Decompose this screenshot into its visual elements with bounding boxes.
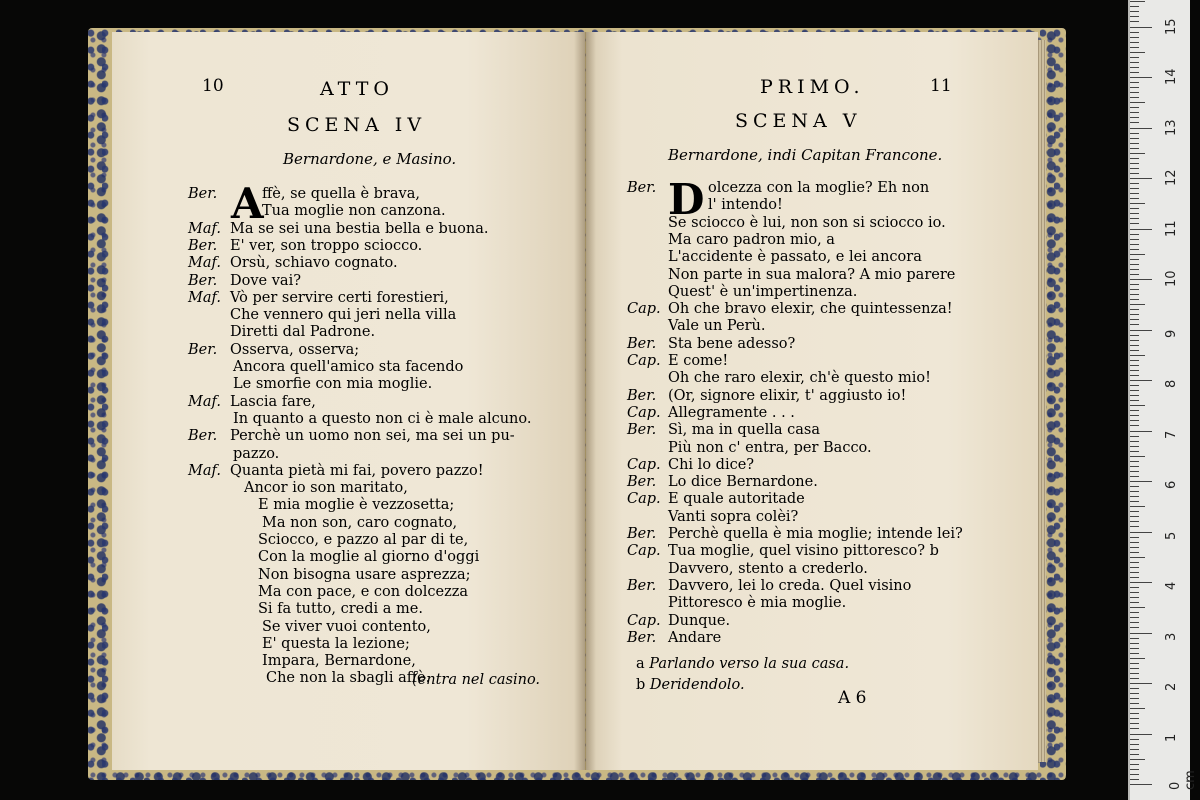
right-dialogue-speaker: Cap. (627, 353, 661, 369)
ruler-tick (1130, 218, 1139, 219)
ruler-tick (1130, 259, 1139, 260)
ruler-tick (1130, 122, 1139, 123)
left-dropcap: A (231, 179, 264, 228)
ruler-tick (1130, 739, 1139, 740)
left-dialogue-line: pazzo. (233, 445, 280, 462)
ruler-tick (1130, 42, 1139, 43)
ruler-tick (1130, 82, 1139, 83)
right-dialogue-line: Vanti sopra colèi? (668, 508, 799, 525)
ruler-tick (1130, 415, 1139, 416)
ruler-tick (1130, 47, 1139, 48)
ruler-tick (1130, 567, 1139, 568)
left-dialogue-line: Tua moglie non canzona. (262, 203, 446, 220)
ruler-tick (1130, 471, 1139, 472)
ruler-tick (1130, 693, 1139, 694)
ruler-tick (1130, 117, 1139, 118)
left-dialogue-speaker: Maf. (188, 220, 221, 237)
ruler-tick (1130, 779, 1139, 780)
ruler-tick (1130, 456, 1145, 457)
right-dialogue-line: E quale autoritade (668, 491, 805, 508)
right-dialogue-line: Ma caro padron mio, a (668, 231, 835, 248)
ruler-tick (1130, 249, 1139, 250)
ruler-tick (1130, 319, 1139, 320)
ruler-tick (1130, 208, 1139, 209)
ruler-tick (1130, 592, 1139, 593)
ruler-tick (1130, 511, 1139, 512)
right-dropcap: D (668, 175, 705, 224)
left-dialogue-speaker: Ber. (188, 272, 218, 289)
right-dialogue-line: Perchè quella è mia moglie; intende lei? (668, 526, 963, 542)
ruler-tick (1130, 784, 1152, 785)
ruler-tick (1130, 72, 1139, 73)
ruler-tick (1130, 744, 1139, 745)
ruler-tick (1130, 133, 1139, 134)
ruler-number: 6 (1164, 480, 1179, 489)
ruler-tick (1130, 27, 1152, 28)
right-dialogue-speaker: Ber. (627, 577, 657, 594)
ruler-number: 4 (1164, 581, 1179, 590)
ruler-tick (1130, 173, 1139, 174)
left-dialogue-speaker: Ber. (188, 237, 218, 254)
ruler-tick (1130, 198, 1139, 199)
left-dialogue-speaker: Ber. (188, 341, 218, 358)
ruler-tick (1130, 597, 1139, 598)
right-dialogue-speaker: Ber. (627, 422, 657, 439)
right-dialogue-line: Più non c' entra, per Bacco. (668, 439, 872, 456)
ruler-tick (1130, 769, 1139, 770)
ruler-tick (1130, 203, 1145, 204)
ruler-tick (1130, 264, 1139, 265)
ruler-tick (1130, 340, 1139, 341)
ruler-number: 12 (1164, 169, 1179, 186)
ruler-tick (1130, 370, 1139, 371)
right-dialogue-line: Tua moglie, quel visino pittoresco? b (668, 543, 939, 560)
right-dialogue-line: L'accidente è passato, e lei ancora (668, 249, 922, 266)
ruler-tick (1130, 481, 1152, 482)
ruler-tick (1130, 138, 1139, 139)
footnote-a (636, 656, 849, 672)
ruler-tick (1130, 153, 1145, 154)
ruler-tick (1130, 32, 1139, 33)
ruler-number: 13 (1164, 118, 1179, 136)
right-dialogue-line: l' intendo! (708, 197, 783, 214)
footnote-b (636, 677, 745, 693)
ruler-tick (1130, 516, 1139, 517)
right-dialogue-line: Oh che bravo elexir, che quintessenza! (668, 301, 953, 318)
left-dialogue-line: Ma se sei una bestia bella e buona. (230, 220, 489, 237)
ruler-tick (1130, 183, 1139, 184)
ruler-tick (1130, 6, 1139, 7)
left-dialogue-speaker: Maf. (188, 462, 221, 479)
left-dialogue-line: E mia moglie è vezzosetta; (258, 497, 455, 514)
ruler-number: 5 (1164, 531, 1179, 540)
left-dialogue-line: E' ver, son troppo sciocco. (230, 237, 423, 254)
ruler-number: 9 (1164, 329, 1179, 338)
ruler-tick (1130, 496, 1139, 497)
right-dialogue-line: Allegramente . . . (668, 404, 795, 421)
left-running-head: ATTO (320, 78, 394, 100)
left-page-number: 10 (202, 76, 224, 96)
ruler-tick (1130, 309, 1139, 310)
right-scene-title: SCENA V (735, 110, 862, 132)
right-dialogue-line: Dunque. (668, 612, 731, 629)
ruler-tick (1130, 521, 1139, 522)
ruler-tick (1130, 491, 1139, 492)
ruler-tick (1130, 602, 1139, 603)
ruler-tick (1130, 653, 1139, 654)
ruler-tick (1130, 365, 1139, 366)
ruler-tick (1130, 289, 1139, 290)
ruler-number: 10 (1164, 270, 1179, 287)
left-dialogue-line: Perchè un uomo non sei, ma sei un pu- (230, 428, 515, 445)
right-dialogue-line: Davvero, lei lo creda. Quel visino (668, 577, 912, 594)
right-dialogue-line: Sta bene adesso? (668, 335, 796, 352)
ruler-tick (1130, 390, 1139, 391)
ruler-tick (1130, 62, 1139, 63)
ruler-number: 1 (1164, 733, 1179, 742)
left-dialogue-line: Ancor io son maritato, (244, 480, 408, 497)
right-page-number: 11 (930, 76, 952, 96)
ruler-tick (1130, 562, 1139, 563)
ruler-tick (1130, 713, 1139, 714)
left-dialogue-speaker: Ber. (188, 186, 218, 202)
ruler-tick (1130, 633, 1152, 634)
ruler-tick (1130, 279, 1152, 280)
ruler-tick (1130, 314, 1139, 315)
ruler-tick (1130, 723, 1139, 724)
ruler-tick (1130, 506, 1145, 507)
ruler-number: 15 (1164, 17, 1179, 35)
ruler-tick (1130, 774, 1139, 775)
ruler-tick (1130, 658, 1145, 659)
ruler-tick (1130, 188, 1139, 189)
ruler-tick (1130, 400, 1139, 401)
ruler-tick (1130, 304, 1145, 305)
left-dialogue-speaker: Maf. (188, 255, 221, 272)
ruler-tick (1130, 501, 1139, 502)
ruler-tick (1130, 148, 1139, 149)
ruler-tick (1130, 223, 1139, 224)
left-dialogue-line: Con la moglie al giorno d'oggi (258, 549, 480, 566)
ruler-tick (1130, 375, 1139, 376)
left-dialogue-line: In quanto a questo non ci è male alcuno. (233, 410, 532, 427)
ruler-tick (1130, 360, 1139, 361)
left-dialogue-speaker: Ber. (188, 428, 218, 445)
ruler-tick (1130, 284, 1139, 285)
ruler-tick (1130, 1, 1145, 2)
ruler-tick (1130, 294, 1139, 295)
left-dialogue-line: Che vennero qui jeri nella villa (230, 307, 457, 324)
ruler-tick (1130, 37, 1139, 38)
ruler-tick (1130, 673, 1139, 674)
right-running-head: PRIMO. (760, 76, 865, 98)
left-dialogue-line: Quanta pietà mi fai, povero pazzo! (230, 462, 484, 479)
left-exit-note: (entra nel casino. (412, 672, 541, 688)
ruler-tick (1130, 577, 1139, 578)
ruler-number: 11 (1164, 219, 1179, 237)
ruler-tick (1130, 627, 1139, 628)
ruler-tick (1130, 466, 1139, 467)
ruler-tick (1130, 324, 1139, 325)
left-dialogue-line: Ancora quell'amico sta facendo (233, 359, 464, 375)
left-dialogue-line: E' questa la lezione; (262, 635, 410, 652)
left-dialogue-line: Dove vai? (230, 272, 301, 289)
ruler-tick (1130, 254, 1145, 255)
ruler-tick (1130, 355, 1145, 356)
ruler-tick (1130, 638, 1139, 639)
left-dialogue-line: Lascia fare, (230, 393, 316, 410)
ruler-tick (1130, 764, 1139, 765)
left-dialogue-line: Orsù, schiavo cognato. (230, 255, 398, 272)
ruler-tick (1130, 269, 1139, 270)
ruler-tick (1130, 749, 1139, 750)
ruler-tick (1130, 168, 1139, 169)
book-gutter (574, 32, 596, 770)
right-dialogue-line: Quest' è un'impertinenza. (668, 283, 858, 300)
ruler-tick (1130, 552, 1139, 553)
right-dialogue-line: (Or, signore elixir, t' aggiusto io! (668, 387, 907, 404)
right-dialogue-line: Se sciocco è lui, non son si sciocco io. (668, 214, 946, 231)
ruler-tick (1130, 734, 1152, 735)
ruler-tick (1130, 67, 1139, 68)
left-dialogue-speaker: Maf. (188, 393, 221, 410)
left-scene-characters: Bernardone, e Masino. (283, 150, 457, 168)
ruler-tick (1130, 486, 1139, 487)
ruler-tick (1130, 158, 1139, 159)
right-dialogue-speaker: Ber. (627, 474, 657, 491)
ruler-tick (1130, 476, 1139, 477)
right-dialogue-line: Davvero, stento a crederlo. (668, 560, 868, 577)
ruler-tick (1130, 193, 1139, 194)
left-dialogue-line: Diretti dal Padrone. (230, 324, 376, 341)
ruler-tick (1130, 420, 1139, 421)
ruler-tick (1130, 547, 1139, 548)
right-dialogue-speaker: Cap. (627, 456, 661, 473)
left-dialogue-line: Vò per servire certi forestieri, (230, 289, 449, 306)
ruler-tick (1130, 441, 1139, 442)
left-dialogue-line: Se viver vuoi contento, (262, 618, 431, 635)
ruler-tick (1130, 128, 1152, 129)
ruler-tick (1130, 617, 1139, 618)
ruler-tick (1130, 97, 1139, 98)
measuring-ruler (1128, 0, 1198, 800)
ruler-tick (1130, 718, 1139, 719)
footnote-b-mark: b (636, 677, 646, 693)
ruler-tick (1130, 335, 1139, 336)
right-dialogue-line: Sì, ma in quella casa (668, 422, 820, 439)
right-dialogue-speaker: Cap. (627, 612, 661, 629)
ruler-tick (1130, 587, 1139, 588)
ruler-number: 3 (1164, 632, 1179, 641)
right-dialogue-line: Chi lo dice? (668, 456, 755, 473)
ruler-tick (1130, 688, 1139, 689)
footnote-a-mark: a (636, 656, 645, 672)
ruler-tick (1130, 683, 1152, 684)
ruler-tick (1130, 648, 1139, 649)
ruler-tick (1130, 87, 1139, 88)
left-dialogue-line: Impara, Bernardone, (262, 653, 416, 670)
ruler-tick (1130, 526, 1139, 527)
ruler-number: 14 (1164, 68, 1179, 85)
ruler-tick (1130, 380, 1152, 381)
left-dialogue-speaker: Maf. (188, 289, 221, 306)
signature-mark: A 6 (838, 688, 867, 708)
ruler-tick (1130, 395, 1139, 396)
footnote-a-text: Parlando verso la sua casa. (649, 656, 850, 672)
right-dialogue-line: Lo dice Bernardone. (668, 474, 818, 491)
right-dialogue-speaker: Ber. (627, 335, 657, 352)
ruler-tick (1130, 425, 1139, 426)
ruler-tick (1130, 244, 1139, 245)
ruler-tick (1130, 77, 1152, 78)
left-dialogue-line: Osserva, osserva; (230, 341, 360, 358)
right-dialogue-line: olcezza con la moglie? Eh non (708, 180, 930, 196)
ruler-tick (1130, 678, 1139, 679)
right-dialogue-line: Vale un Perù. (668, 318, 766, 335)
ruler-tick (1130, 754, 1139, 755)
ruler-tick (1130, 557, 1145, 558)
ruler-tick (1130, 239, 1139, 240)
ruler-tick (1130, 52, 1145, 53)
ruler-tick (1130, 663, 1139, 664)
right-dialogue-speaker: Cap. (627, 491, 661, 508)
ruler-tick (1130, 229, 1152, 230)
ruler-tick (1130, 446, 1139, 447)
ruler-tick (1130, 102, 1145, 103)
ruler-number: 8 (1164, 379, 1179, 388)
ruler-number: 2 (1164, 682, 1179, 691)
right-dialogue-line: Pittoresco è mia moglie. (668, 595, 847, 612)
right-dialogue-line: Non parte in sua malora? A mio parere (668, 266, 956, 283)
ruler-tick (1130, 405, 1145, 406)
ruler-tick (1130, 107, 1139, 108)
right-dialogue-line: Oh che raro elexir, ch'è questo mio! (668, 370, 931, 387)
ruler-tick (1130, 16, 1139, 17)
left-dialogue-line: Che non la sbagli affè. (266, 670, 431, 687)
ruler-tick (1130, 345, 1139, 346)
left-dialogue-line: Sciocco, e pazzo al par di te, (258, 532, 469, 548)
right-dialogue-speaker: Ber. (627, 526, 657, 542)
ruler-tick (1130, 698, 1139, 699)
ruler-tick (1130, 410, 1139, 411)
ruler-tick (1130, 607, 1145, 608)
right-dialogue-speaker: Ber. (627, 629, 657, 646)
ruler-tick (1130, 612, 1139, 613)
right-dialogue-line: E come! (668, 353, 729, 369)
ruler-tick (1130, 299, 1139, 300)
right-scene-characters: Bernardone, indi Capitan Francone. (668, 146, 943, 164)
ruler-tick (1130, 112, 1139, 113)
ruler-tick (1130, 668, 1139, 669)
left-dialogue-line: Ma non son, caro cognato, (262, 514, 458, 531)
ruler-tick (1130, 330, 1152, 331)
ruler-tick (1130, 57, 1139, 58)
ruler-tick (1130, 759, 1145, 760)
ruler-number: 7 (1164, 430, 1179, 439)
ruler-tick (1130, 708, 1145, 709)
ruler-tick (1130, 178, 1152, 179)
ruler-tick (1130, 21, 1139, 22)
ruler-unit-label: 0 cm (1168, 770, 1198, 790)
right-dialogue-speaker: Ber. (627, 387, 657, 404)
left-dialogue-line: Si fa tutto, credi a me. (258, 601, 423, 618)
footnote-b-text: Deridendolo. (649, 677, 745, 693)
ruler-tick (1130, 622, 1139, 623)
ruler-tick (1130, 431, 1152, 432)
ruler-tick (1130, 703, 1139, 704)
right-dialogue-speaker: Ber. (627, 180, 657, 196)
ruler-tick (1130, 643, 1139, 644)
left-dialogue-line: Ma con pace, e con dolcezza (258, 583, 469, 600)
ruler-tick (1130, 350, 1139, 351)
ruler-tick (1130, 163, 1139, 164)
right-dialogue-line: Andare (668, 629, 722, 646)
ruler-tick (1130, 532, 1152, 533)
ruler-tick (1130, 436, 1139, 437)
left-dialogue-line: Le smorfie con mia moglie. (233, 376, 433, 393)
ruler-tick (1130, 582, 1152, 583)
ruler-tick (1130, 572, 1139, 573)
ruler-tick (1130, 234, 1139, 235)
right-dialogue-speaker: Cap. (627, 404, 661, 421)
ruler-tick (1130, 385, 1139, 386)
ruler-tick (1130, 461, 1139, 462)
ruler-tick (1130, 451, 1139, 452)
left-dialogue-line: ffè, se quella è brava, (262, 186, 420, 202)
ruler-tick (1130, 143, 1139, 144)
ruler-tick (1130, 542, 1139, 543)
ruler-tick (1130, 11, 1139, 12)
right-dialogue-speaker: Cap. (627, 543, 661, 560)
ruler-tick (1130, 92, 1139, 93)
ruler-tick (1130, 728, 1139, 729)
ruler-tick (1130, 537, 1139, 538)
left-scene-title: SCENA IV (287, 114, 427, 136)
ruler-tick (1130, 213, 1139, 214)
right-dialogue-speaker: Cap. (627, 301, 661, 318)
ruler-tick (1130, 274, 1139, 275)
left-dialogue-line: Non bisogna usare asprezza; (258, 566, 471, 583)
